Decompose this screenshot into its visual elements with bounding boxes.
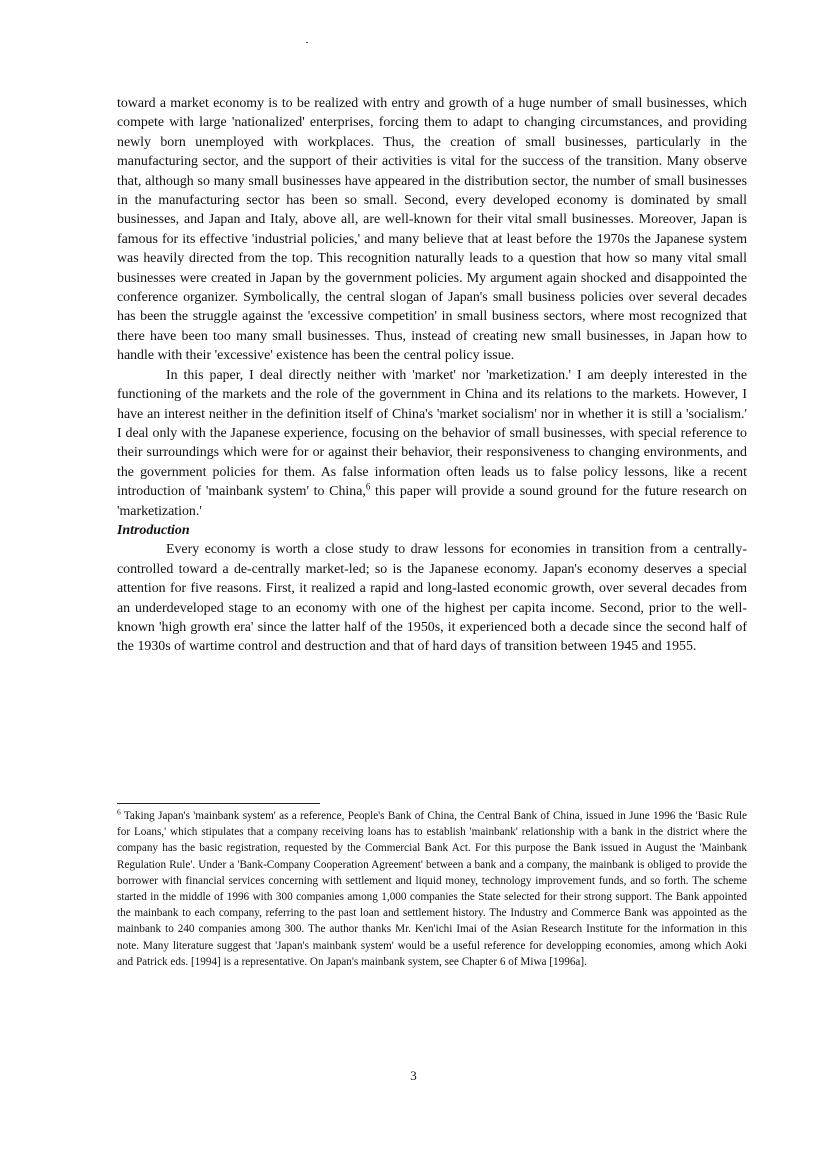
footnote (117, 808, 747, 970)
footnote-text: Taking Japan's 'mainbank system' as a reference, People's Bank of China, the Central Bank of China, issued in June 1996 the 'Basic Rule for Loans,' which stipulates that a company receiving loans has to establish 'mainbank' relationship with a bank in the district where the company has the basic registration, requested by the Commercial Bank Act. For this purpose the Bank issued in August the 'Mainbank Regulation Rule'. Under a 'Bank-Company Cooperation Agreement' between a bank and a company, the mainbank is obliged to provide the borrower with financial services concerning with settlement and liquid money, technology improvement funds, and so forth. The scheme started in the middle of 1996 with 300 companies among 1,000 companies the State selected for their strong support. The Bank appointed the mainbank to each company, referring to the past loan and settlement history. The Industry and Commerce Bank was appointed as the mainbank to 240 companies among 300. The author thanks Mr. Ken'ichi Imai of the Asian Research Institute for the information in this note. Many literature suggest that 'Japan's mainbank system' would be a useful reference for developping economies, among which Aoki and Patrick eds. [1994] is a representative. On Japan's mainbank system, see Chapter 6 of Miwa [1996a]. (117, 810, 747, 968)
page-number: 3 (410, 1068, 417, 1083)
footnote-reference: 6 (365, 481, 371, 492)
section-heading: Introduction (117, 522, 190, 538)
paragraph-introduction: Every economy is worth a close study to draw lessons for economies in transition from a centrally-controlled toward a de-centrally market-led; so is the Japanese economy. Japan's economy deserves a special attention for five reasons. First, it realized a rapid and long-lasted economic growth, over several decades from an underdeveloped stage to an economy with one of the highest per capita income. Second, prior to the well-known 'high growth era' since the latter half of the 1950s, it experienced both a decade since the second half of the 1930s of wartime control and destruction and that of hard days of transition between 1945 and 1955. (117, 542, 747, 655)
paragraph-continued: toward a market economy is to be realized with entry and growth of a huge number of small businesses, which compete with large 'nationalized' enterprises, forcing them to adapt to changing circumstances, and providing newly born unemployed with workplaces. Thus, the creation of small businesses, particularly in the manufacturing sector, and the support of their activities is vital for the success of the transition. Many observe that, although so many small businesses have appeared in the distribution sector, the number of small businesses in the manufacturing sector has been so small. Second, every developed economy is dominated by small businesses, and Japan and Italy, above all, are well-known for their vital small businesses. Moreover, Japan is famous for its effective 'industrial policies,' and many believe that at least before the 1970s the Japanese system was heavily directed from the top. This recognition naturally leads to a question that how so many vital small businesses were created in Japan by the government policies. My argument again shocked and disappointed the conference organizer. Symbolically, the central slogan of Japan's small business policies over several decades has been the struggle against the 'excessive competition' in small business sectors, where most recognized that there have been too many small businesses. Thus, instead of creating new small businesses, in Japan how to handle with their 'excessive' existence has been the central policy issue. (117, 96, 747, 364)
paragraph-scope-text-end: this paper will provide a sound ground for the future research on 'marketization.' (117, 484, 747, 519)
body-text (117, 94, 747, 657)
paragraph-scope-text: In this paper, I deal directly neither with 'market' nor 'marketization.' I am deeply interested in the functioning of the markets and the role of the government in China and its relations to the markets. However, I have an interest neither in the definition itself of China's 'market socialism' nor in whether it is still a 'socialism.' I deal only with the Japanese experience, focusing on the behavior of small businesses, with special reference to their surroundings which were for or against their behavior, their responsiveness to changing environments, and the government policies for them. As false information often leads us to false policy lessons, like a recent introduction of 'mainbank system' to China, (117, 367, 747, 500)
footnote-divider (117, 803, 320, 804)
paragraph-scope (117, 366, 747, 521)
scan-speck (306, 42, 308, 43)
footnote-mark: 6 (117, 807, 121, 817)
